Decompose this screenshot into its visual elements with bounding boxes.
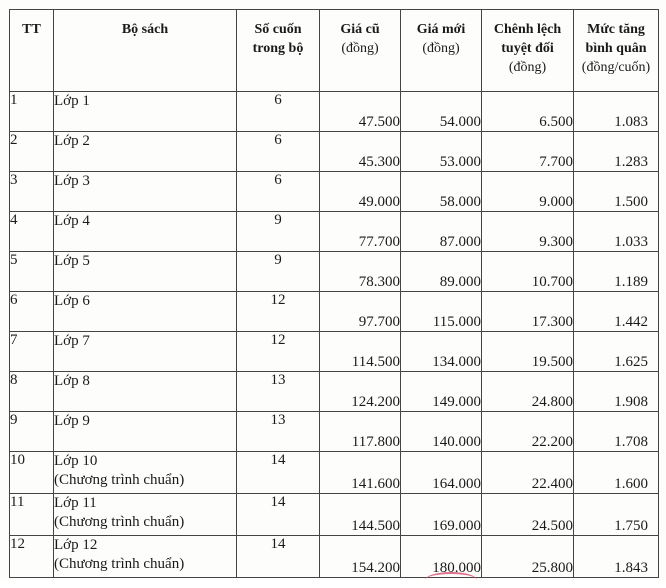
row-number: 6 (10, 292, 54, 332)
book-name (54, 132, 237, 172)
book-name (54, 494, 237, 536)
average-increase: 1.500 (574, 172, 659, 212)
table-row (10, 332, 659, 372)
header-new-price: Giá mới (đồng) (401, 10, 482, 92)
average-increase: 1.750 (574, 494, 659, 536)
book-name (54, 412, 237, 452)
average-increase: 1.083 (574, 92, 659, 132)
average-increase: 1.442 (574, 292, 659, 332)
average-increase: 1.189 (574, 252, 659, 292)
absolute-diff: 6.500 (482, 92, 574, 132)
book-count: 9 (237, 252, 320, 292)
book-grade: Lớp 7 (54, 333, 90, 349)
book-name (54, 252, 237, 292)
book-name (54, 452, 237, 494)
book-count: 13 (237, 372, 320, 412)
average-increase: 1.908 (574, 372, 659, 412)
book-name (54, 372, 237, 412)
row-number: 12 (10, 536, 54, 578)
new-price: 149.000 (401, 372, 482, 412)
book-name (54, 536, 237, 578)
table-header-row (10, 10, 659, 92)
new-price: 54.000 (401, 92, 482, 132)
book-name (54, 292, 237, 332)
book-name (54, 332, 237, 372)
absolute-diff: 17.300 (482, 292, 574, 332)
header-book: Bộ sách (54, 10, 237, 92)
row-number: 10 (10, 452, 54, 494)
table-body (10, 92, 659, 578)
average-increase: 1.843 (574, 536, 659, 578)
book-program: (Chương trình chuẩn) (54, 514, 185, 530)
row-number: 3 (10, 172, 54, 212)
book-grade: Lớp 2 (54, 133, 90, 149)
book-count: 6 (237, 92, 320, 132)
book-grade: Lớp 9 (54, 413, 90, 429)
table-row (10, 412, 659, 452)
table-row (10, 494, 659, 536)
book-grade: Lớp 8 (54, 373, 90, 389)
table-row (10, 92, 659, 132)
new-price: 58.000 (401, 172, 482, 212)
header-count: Số cuốn trong bộ (237, 10, 320, 92)
old-price: 49.000 (320, 172, 401, 212)
book-grade: Lớp 12 (54, 537, 98, 553)
new-price: 140.000 (401, 412, 482, 452)
absolute-diff: 19.500 (482, 332, 574, 372)
new-price: 89.000 (401, 252, 482, 292)
table-row (10, 172, 659, 212)
old-price: 77.700 (320, 212, 401, 252)
absolute-diff: 7.700 (482, 132, 574, 172)
absolute-diff: 22.400 (482, 452, 574, 494)
book-name (54, 172, 237, 212)
new-price: 53.000 (401, 132, 482, 172)
row-number: 5 (10, 252, 54, 292)
book-count: 6 (237, 172, 320, 212)
table-row (10, 212, 659, 252)
book-count: 6 (237, 132, 320, 172)
row-number: 7 (10, 332, 54, 372)
average-increase: 1.708 (574, 412, 659, 452)
absolute-diff: 25.800 (482, 536, 574, 578)
absolute-diff: 24.800 (482, 372, 574, 412)
absolute-diff: 9.000 (482, 172, 574, 212)
row-number: 11 (10, 494, 54, 536)
average-increase: 1.600 (574, 452, 659, 494)
old-price: 117.800 (320, 412, 401, 452)
old-price: 144.500 (320, 494, 401, 536)
table-row (10, 536, 659, 578)
row-number: 9 (10, 412, 54, 452)
old-price: 47.500 (320, 92, 401, 132)
book-grade: Lớp 1 (54, 93, 90, 109)
textbook-price-table (9, 9, 659, 578)
new-price: 180.000 (401, 536, 482, 578)
book-count: 12 (237, 292, 320, 332)
book-grade: Lớp 10 (54, 453, 98, 469)
header-old-price: Giá cũ (đồng) (320, 10, 401, 92)
absolute-diff: 9.300 (482, 212, 574, 252)
book-grade: Lớp 3 (54, 173, 90, 189)
table-row (10, 452, 659, 494)
old-price: 97.700 (320, 292, 401, 332)
old-price: 78.300 (320, 252, 401, 292)
row-number: 1 (10, 92, 54, 132)
header-tt: TT (10, 10, 54, 92)
book-count: 12 (237, 332, 320, 372)
red-stamp-mark (425, 572, 477, 588)
header-diff: Chênh lệch tuyệt đối (đồng) (482, 10, 574, 92)
average-increase: 1.033 (574, 212, 659, 252)
average-increase: 1.625 (574, 332, 659, 372)
table-row (10, 132, 659, 172)
absolute-diff: 10.700 (482, 252, 574, 292)
row-number: 8 (10, 372, 54, 412)
new-price: 87.000 (401, 212, 482, 252)
row-number: 2 (10, 132, 54, 172)
old-price: 154.200 (320, 536, 401, 578)
new-price: 134.000 (401, 332, 482, 372)
book-program: (Chương trình chuẩn) (54, 472, 185, 488)
book-grade: Lớp 5 (54, 253, 90, 269)
new-price: 115.000 (401, 292, 482, 332)
new-price: 169.000 (401, 494, 482, 536)
table-row (10, 372, 659, 412)
book-program: (Chương trình chuẩn) (54, 556, 185, 572)
row-number: 4 (10, 212, 54, 252)
book-count: 14 (237, 536, 320, 578)
old-price: 45.300 (320, 132, 401, 172)
absolute-diff: 22.200 (482, 412, 574, 452)
book-name (54, 92, 237, 132)
new-price: 164.000 (401, 452, 482, 494)
old-price: 141.600 (320, 452, 401, 494)
book-count: 13 (237, 412, 320, 452)
table-row (10, 252, 659, 292)
absolute-diff: 24.500 (482, 494, 574, 536)
average-increase: 1.283 (574, 132, 659, 172)
book-grade: Lớp 6 (54, 293, 90, 309)
book-count: 9 (237, 212, 320, 252)
book-count: 14 (237, 494, 320, 536)
header-avg: Mức tăng bình quân (đồng/cuốn) (574, 10, 659, 92)
table-row (10, 292, 659, 332)
book-name (54, 212, 237, 252)
old-price: 124.200 (320, 372, 401, 412)
old-price: 114.500 (320, 332, 401, 372)
book-count: 14 (237, 452, 320, 494)
book-grade: Lớp 11 (54, 495, 97, 511)
book-grade: Lớp 4 (54, 213, 90, 229)
